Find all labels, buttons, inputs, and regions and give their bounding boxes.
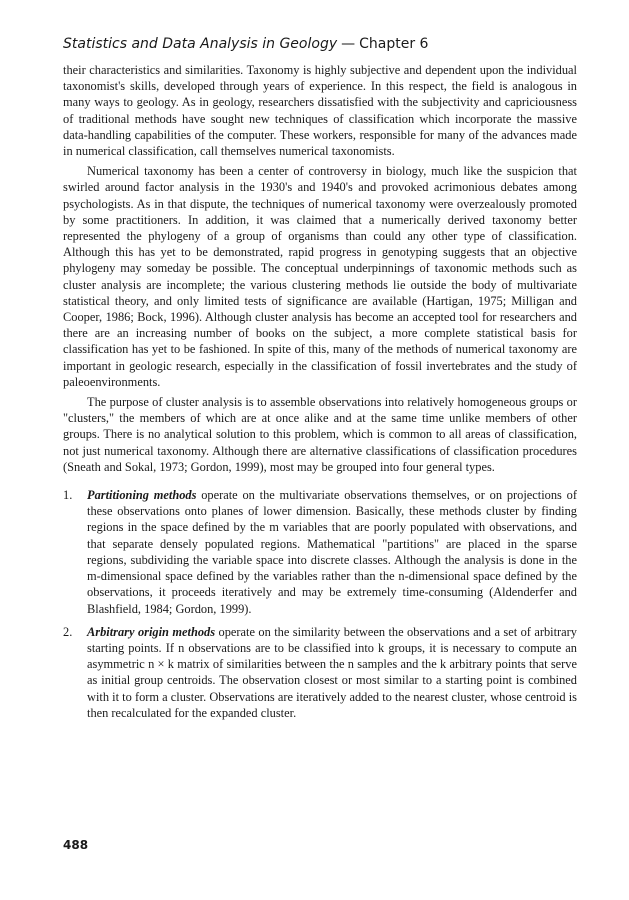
list-item-body [87, 487, 577, 617]
paragraph-2: Numerical taxonomy has been a center of controversy in biology, much like the suspicion that swirled around factor analysis in the 1930's and 1940's and provoked acrimonious debates among psychologists. As in that dispute, the techniques of numerical taxonomy were overzealously promoted by some practitioners. In addition, it was claimed that a numerically derived taxonomy better represented the phylogeny of a group of organisms than could any other type of classification. Although this has yet to be demonstrated, rapid progress in genotyping suggests that an objective phylogeny may someday be possible. The conceptual underpinnings of taxonomic methods such as cluster analysis are incomplete; the various clustering methods lie outside the body of multivariate statistical theory, and only limited tests of significance are available (Hartigan, 1975; Milligan and Cooper, 1986; Bock, 1996). Although cluster analysis has become an accepted tool for researchers and there are an increasing number of books on the subject, a more complete statistical basis for classification has yet to be fashioned. In spite of this, many of the methods of numerical taxonomy are important in geologic research, especially in the classification of fossil invertebrates and the study of paleoenvironments. [63, 164, 577, 389]
list-item-term: Partitioning methods [87, 488, 197, 503]
list-item-number: 1. [63, 488, 73, 503]
page-number: 488 [63, 838, 89, 852]
cluster-method-list [63, 487, 577, 721]
running-head [63, 36, 577, 52]
header-separator: — [341, 36, 356, 52]
list-item [63, 487, 577, 617]
list-item [63, 624, 577, 721]
list-item-text: operate on the similarity between the observations and a set of arbitrary starting points. If n observations are to be classified into k groups, it is necessary to compute an asymmetric n × k matrix of similarities between the n samples and the k arbitrary points that serve as initial group centroids. The observation closest or most similar to a starting point is combined with it to form a cluster. Observations are iteratively added to the nearest cluster, whose centroid is then recalculated for the expanded cluster. [87, 624, 578, 720]
paragraph-1: their characteristics and similarities. Taxonomy is highly subjective and dependent upon the individual taxonomist's skills, developed through years of experience. In this respect, the field is analogous in many ways to geology. As in geology, researchers dissatisfied with the subjectivity and capriciousness of traditional methods have sought new techniques of classification which incorporate the massive data-handling capabilities of the computer. These workers, responsible for many of the advances made in numerical classification, call themselves numerical taxonomists. [63, 63, 577, 159]
page-body [63, 36, 577, 728]
book-title: Statistics and Data Analysis in Geology [63, 36, 338, 52]
chapter-label: Chapter 6 [359, 36, 429, 52]
list-item-body [87, 624, 577, 721]
list-item-number: 2. [63, 624, 73, 639]
list-item-term: Arbitrary origin methods [87, 624, 216, 639]
list-item-text: operate on the multivariate observations themselves, or on projections of these observations onto planes of lower dimension. Basically, these methods cluster by finding regions in the space defined by the m variables that are poorly populated with observations, and that separate densely populated regions. Mathematical "partitions" are placed in the sparse regions, subdividing the variable space into discrete classes. Although the analysis is done in the m-dimensional space defined by the variables rather than the n-dimensional space defined by the observations, it proceeds iteratively and may be extremely time-consuming (Aldenderfer and Blashfield, 1984; Gordon, 1999). [87, 488, 577, 616]
paragraph-3: The purpose of cluster analysis is to assemble observations into relatively homogeneous groups or "clusters," the members of which are at once alike and at the same time unlike members of other groups. There is no analytical solution to this problem, which is common to all areas of classification, not just numerical taxonomy. Although there are alternative classifications of classification procedures (Sneath and Sokal, 1973; Gordon, 1999), most may be grouped into four general types. [63, 395, 577, 474]
